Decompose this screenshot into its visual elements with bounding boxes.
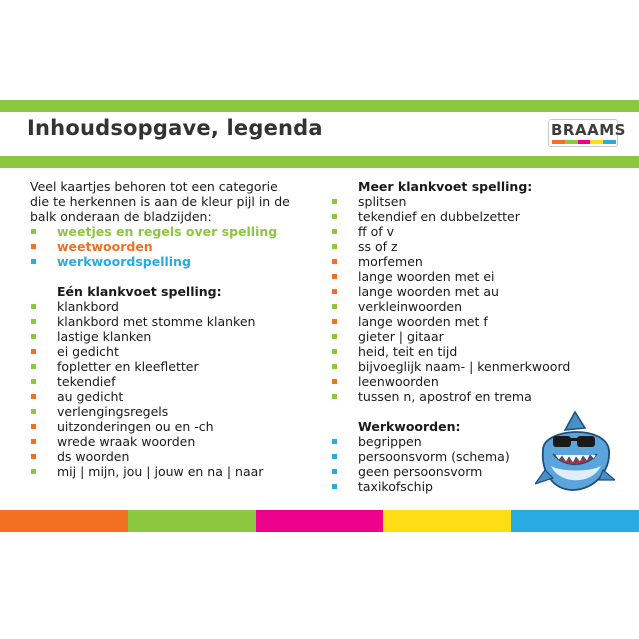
list-item <box>30 224 320 239</box>
bullet-icon <box>31 304 36 309</box>
list-item <box>30 359 320 374</box>
list-item-label: ei gedicht <box>57 344 119 359</box>
list-item <box>331 344 621 359</box>
list-item-label: tekendief <box>57 374 116 389</box>
list-item <box>331 269 621 284</box>
list-item-label: lange woorden met f <box>358 314 488 329</box>
bullet-icon <box>31 409 36 414</box>
list-item <box>30 299 320 314</box>
list-item-label: ff of v <box>358 224 395 239</box>
bullet-icon <box>332 334 337 339</box>
bullet-icon <box>31 424 36 429</box>
header-bar <box>0 100 639 168</box>
een-klankvoet-list <box>30 299 320 479</box>
left-column <box>30 179 320 479</box>
list-item-label: verlengingsregels <box>57 404 169 419</box>
bullet-icon <box>31 469 36 474</box>
list-item <box>30 239 320 254</box>
bullet-icon <box>332 439 337 444</box>
list-item <box>331 194 621 209</box>
list-item <box>331 284 621 299</box>
bullet-icon <box>332 379 337 384</box>
intro-line: die te herkennen is aan de kleur pijl in de <box>30 194 290 209</box>
logo-bar-magenta <box>578 140 591 144</box>
bullet-icon <box>332 304 337 309</box>
footer-segment-green <box>128 510 256 532</box>
list-item-label: weetwoorden <box>57 239 153 254</box>
list-item-label: ds woorden <box>57 449 130 464</box>
bullet-icon <box>31 334 36 339</box>
bullet-icon <box>31 244 36 249</box>
bullet-icon <box>31 229 36 234</box>
list-item <box>30 404 320 419</box>
list-item <box>331 314 621 329</box>
list-item-label: ss of z <box>358 239 398 254</box>
list-item <box>331 299 621 314</box>
list-item-label: klankbord met stomme klanken <box>57 314 256 329</box>
intro-text <box>30 179 320 224</box>
list-item-label: klankbord <box>57 299 119 314</box>
bullet-icon <box>332 289 337 294</box>
list-item-label: gieter | gitaar <box>358 329 444 344</box>
list-item <box>331 329 621 344</box>
list-item <box>30 329 320 344</box>
bullet-icon <box>332 214 337 219</box>
list-item-label: persoonsvorm (schema) <box>358 449 510 464</box>
footer-segment-yellow <box>383 510 511 532</box>
list-item-label: bijvoeglijk naam- | kenmerkwoord <box>358 359 571 374</box>
list-item-label: werkwoordspelling <box>57 254 191 269</box>
section-title-meer-klankvoet: Meer klankvoet spelling: <box>358 179 533 194</box>
bullet-icon <box>31 364 36 369</box>
braams-logo <box>551 119 626 147</box>
bullet-icon <box>332 244 337 249</box>
bullet-icon <box>332 274 337 279</box>
list-item-label: lange woorden met ei <box>358 269 495 284</box>
intro-line: balk onderaan de bladzijden: <box>30 209 212 224</box>
bullet-icon <box>332 469 337 474</box>
section-title-een-klankvoet: Eén klankvoet spelling: <box>57 284 222 299</box>
list-item <box>30 419 320 434</box>
list-item-label: wrede wraak woorden <box>57 434 196 449</box>
header-title-strip <box>0 112 639 156</box>
list-item <box>331 389 621 404</box>
shark-mascot-icon <box>535 410 615 495</box>
list-item-label: geen persoonsvorm <box>358 464 483 479</box>
list-item-label: taxikofschip <box>358 479 433 494</box>
list-item <box>331 359 621 374</box>
list-item-label: au gedicht <box>57 389 124 404</box>
bullet-icon <box>31 379 36 384</box>
list-item <box>30 314 320 329</box>
list-item <box>331 254 621 269</box>
list-item-label: tussen n, apostrof en trema <box>358 389 532 404</box>
list-item <box>30 254 320 269</box>
list-item-label: begrippen <box>358 434 422 449</box>
section-title-werkwoorden: Werkwoorden: <box>358 419 461 434</box>
bullet-icon <box>31 319 36 324</box>
list-item <box>30 374 320 389</box>
logo-bar-yellow <box>590 140 603 144</box>
logo-text: BRAAMS <box>551 121 626 139</box>
bullet-icon <box>31 259 36 264</box>
list-item-label: morfemen <box>358 254 423 269</box>
bullet-icon <box>31 439 36 444</box>
list-item-label: uitzonderingen ou en -ch <box>57 419 214 434</box>
bullet-icon <box>31 349 36 354</box>
list-item <box>331 224 621 239</box>
bullet-icon <box>332 259 337 264</box>
footer-segment-orange <box>0 510 128 532</box>
list-item-label: tekendief en dubbelzetter <box>358 209 520 224</box>
bullet-icon <box>332 199 337 204</box>
list-item <box>331 239 621 254</box>
list-item <box>30 434 320 449</box>
bullet-icon <box>332 229 337 234</box>
meer-klankvoet-list <box>331 194 621 404</box>
list-item-label: leenwoorden <box>358 374 439 389</box>
list-item-label: mij | mijn, jou | jouw en na | naar <box>57 464 264 479</box>
intro-line: Veel kaartjes behoren tot een categorie <box>30 179 278 194</box>
bullet-icon <box>332 454 337 459</box>
footer-segment-magenta <box>256 510 384 532</box>
bullet-icon <box>31 454 36 459</box>
list-item <box>30 464 320 479</box>
bullet-icon <box>31 394 36 399</box>
list-item <box>30 449 320 464</box>
list-item <box>30 389 320 404</box>
list-item-label: weetjes en regels over spelling <box>57 224 278 239</box>
list-item-label: lastige klanken <box>57 329 152 344</box>
bullet-icon <box>332 394 337 399</box>
footer-segment-blue <box>511 510 639 532</box>
logo-color-bars <box>552 140 616 144</box>
bullet-icon <box>332 484 337 489</box>
spacer <box>30 269 320 284</box>
bullet-icon <box>332 349 337 354</box>
page-title: Inhoudsopgave, legenda <box>27 116 323 140</box>
logo-bar-green <box>565 140 578 144</box>
list-item-label: lange woorden met au <box>358 284 499 299</box>
logo-bar-blue <box>603 140 616 144</box>
list-item <box>331 374 621 389</box>
bullet-icon <box>332 364 337 369</box>
list-item-label: verkleinwoorden <box>358 299 463 314</box>
list-item <box>30 344 320 359</box>
logo-bar-orange <box>552 140 565 144</box>
list-item-label: splitsen <box>358 194 407 209</box>
list-item-label: heid, teit en tijd <box>358 344 458 359</box>
list-item-label: fopletter en kleefletter <box>57 359 199 374</box>
legend-list <box>30 224 320 269</box>
bullet-icon <box>332 319 337 324</box>
footer-color-bar <box>0 510 639 532</box>
list-item <box>331 209 621 224</box>
